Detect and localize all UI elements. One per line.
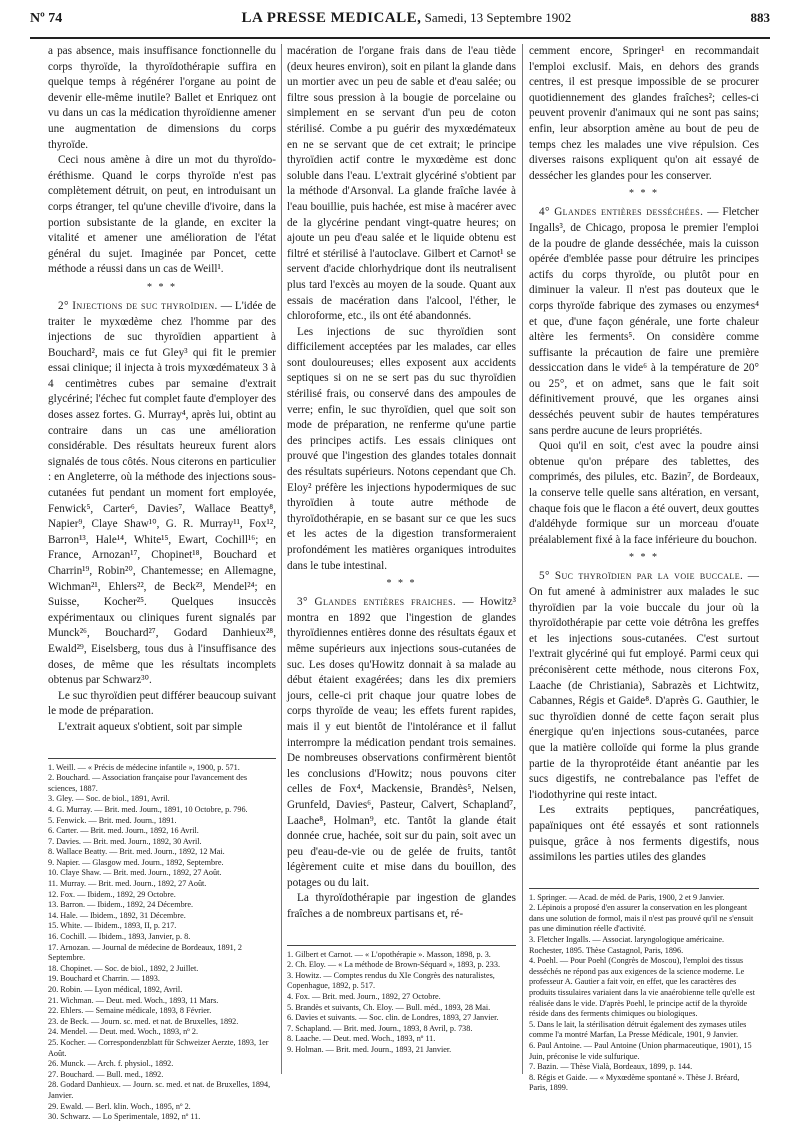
footnote: 8. Laache. — Deut. med. Woch., 1893, nº 11. — [287, 1034, 436, 1044]
paragraph: Quoi qu'il en soit, c'est avec la poudre ainsi obtenue qu'on prépare des tablettes, des comprimés, des pilules, etc. Bazin⁷, de Bordeaux, la conserve telle quelle sans altération, en versant, chaque fois que le flacon a été ouvert, deux gouttes d'aldéhyde formique sur un morceau d'ouate préalablement fixé à la face inférieure du bouchon. — [529, 440, 759, 546]
footnote: 12. Fox. — Ibidem., 1892, 29 Octobre. — [48, 889, 176, 899]
page-header — [30, 10, 770, 34]
section-paragraph — [48, 299, 276, 689]
footnote: 30. Schwarz. — Lo Sperimentale, 1892, nº 11. — [48, 1112, 201, 1122]
header-rule — [30, 37, 770, 39]
footnote: 7. Bazin. — Thèse Vialà, Bordeaux, 1899, p. 144. — [529, 1062, 693, 1072]
footnote: 23. de Beck. — Journ. sc. med. et nat. de Bruxelles, 1892. — [48, 1016, 239, 1026]
footnote: 1. Gilbert et Carnot. — « L'opothérapie ». Masson, 1898, p. 3. — [287, 949, 491, 959]
footnote: 4. Poehl. — Pour Poehl (Congrès de Moscou), l'emploi des tissus desséchés ne répond pas aux exigences de la science moderne. Le professeur A. Gautier a fait voir, en effet, que les caractères des produits tissulaires variaient dans la vie anaérobienne telle qu'elle est réalisée dans le vide. D'après Poehl, le principe actif de la thyroïde réside dans des ferments chimiques ou biologiques. — [529, 956, 755, 1019]
section-text: — On fut amené à administrer aux malades le suc thyroïdien par la voie buccale du jour où la thyroïdothérapie par cette voie détrôna les greffes et les injections sous-cutanées. C'est surtout l'extrait glycériné qui fut employé. Parmi ceux qui préconisèrent cette méthode, nous citerons Fox, Laache (de Christiania), Sabrazès et Lichtwitz, Cabannes, Régis et Gaide⁸. D'après G. Gauthier, le suc thyroïdien donné de cette façon serait plus énergique qu'en injections sous-cutanées, parce que la matière colloïde qui forme la plus grande partie de la thyroprotéide étant anéantie par les sucs digestifs, ne contrebalance pas l'effet de l'iodothyrine qui reste intact. — [529, 570, 759, 801]
footnote: 14. Hale. — Ibidem., 1892, 31 Décembre. — [48, 910, 186, 920]
footnotes — [48, 763, 276, 1123]
footnote: 11. Murray. — Brit. med. Journ., 1892, 27 Août. — [48, 879, 207, 889]
footnote-rule — [287, 945, 516, 946]
section-separator: * * * — [629, 552, 659, 564]
footnote: 13. Barron. — Ibidem., 1892, 24 Décembre. — [48, 900, 194, 910]
footnote: 2. Ch. Eloy. — « La méthode de Brown-Séquard », 1893, p. 233. — [287, 960, 500, 970]
footnote: 6. Carter. — Brit. med. Journ., 1892, 16 Avril. — [48, 826, 199, 836]
section-text: — Fletcher Ingalls³, de Chicago, proposa le premier l'emploi de la poudre de glande desséchée, mais la cuisson opérée d'emblée passe pour détruire les principes actifs du corps thyroïde, ou plutôt pour en diminuer la valeur. Il n'est pas douteux que le corps thyroïde fabrique des zymases ou enzymes⁴ et que, d'une façon générale, une forte chaleur altère les ferments⁵. On considère comme suffisante la précaution de faire une première dessiccation dans le vide⁶ à la température de 20° ou 25°, et on admet, sans que le fait soit définitivement prouvé, que les organes ainsi desséchés peuvent subir de hautes températures sans perdre aucune de leurs propriétés. — [529, 206, 759, 437]
footnotes — [529, 893, 759, 1094]
section-paragraph — [529, 205, 759, 439]
paragraph: cemment encore, Springer¹ en recommandait l'emploi exclusif. Mais, en dehors des grands centres, il est presque impossible de se procurer quotidiennement des glandes fraîches²; celles-ci peuvent provenir d'animaux qui ne sont pas sains; enfin, leur absorption amène au bout de peu de temps chez les malades une vive répulsion. Ces diverses raisons expliquent qu'on ait essayé de dessécher les glandes pour les conserver. — [529, 45, 759, 182]
section-text: — L'idée de traiter le myxœdème chez l'homme par des injections de suc thyroïdien appartient à Bouchard², mais ce fut Gley³ qui fit le premier essai clinique; il injecta à trois myxœdémateux 3 à 4 centimètres cubes par semaine d'extrait glycériné; l'échec fut complet faute d'employer des doses assez fortes. G. Murray⁴, après lui, obtint au contraire dans un cas une amélioration considérable. Des résultats heureux furent alors signalés de tous côtés. Nous citerons en particulier : en Angleterre, où la méthode des injections sous-cutanées fut pendant un moment fort employée, Fenwick⁵, Carter⁶, Davies⁷, Wallace Beatty⁸, Napier⁹, Claye Shaw¹⁰, G. R. Murray¹¹, Fox¹², Barron¹³, Hale¹⁴, White¹⁵, Ewart, Cochill¹⁶; en France, Arnozan¹⁷, Chopinet¹⁸, Bouchard et Charrin¹⁹, Robin²⁰, Chantemesse; en Allemagne, Wichman²¹, Ehlers²², de Beck²³, Mendel²⁴; en Suisse, Kocher²⁵. Quelques insuccès expérimentaux ou cliniques furent signalés par Munck²⁶, Bouchard²⁷, Godard Danhieux²⁸, Ewald²⁹, Eiselsberg, tous dus à l'insuffisance des doses, de même que les résultats incomplets obtenus par Schwarz³⁰. — [48, 299, 276, 687]
footnote: 24. Mendel. — Deut. med. Woch., 1893, nº 2. — [48, 1027, 198, 1037]
footnote: 21. Wichman. — Deut. med. Woch., 1893, 11 Mars. — [48, 995, 219, 1005]
footnote: 27. Bouchard. — Bull. med., 1892. — [48, 1069, 164, 1079]
footnote: 15. White. — Ibidem., 1893, II, p. 217. — [48, 921, 177, 931]
footnote: 5. Dans le lait, la stérilisation détruit également des zymases utiles comme l'a montré Marfan, La Presse Médicale, 1901, 9 Janvier. — [529, 1019, 747, 1040]
footnote: 5. Fenwick. — Brit. med. Journ., 1891. — [48, 815, 177, 825]
section-separator: * * * — [147, 281, 177, 293]
footnote: 7. Schapland. — Brit. med. Journ., 1893, 8 Avril, p. 738. — [287, 1023, 473, 1033]
section-heading: 5° Suc thyroïdien par la voie buccale. — [539, 570, 744, 583]
footnote: 3. Gley. — Soc. de biol., 1891, Avril. — [48, 794, 170, 804]
footnote: 9. Holman. — Brit. med. Journ., 1893, 21 Janvier. — [287, 1045, 452, 1054]
footnote: 8. Régis et Gaide. — « Myxœdème spontané ». Thèse J. Bréard, Paris, 1899. — [529, 1072, 740, 1093]
footnote: 26. Munck. — Arch. f. physiol., 1892. — [48, 1059, 174, 1069]
footnote: 6. Paul Antoine. — Paul Antoine (Union pharmaceutique, 1901), 15 Juin, préconise le vide sulfurique. — [529, 1041, 752, 1061]
section-heading: 3° Glandes entières fraiches. — [297, 596, 457, 609]
footnote: 10. Claye Shaw. — Brit. med. Journ., 1892, 27 Août. — [48, 868, 222, 878]
paragraph: Les injections de suc thyroïdien sont difficilement acceptées par les malades, car elles sont douloureuses; elles exposent aux accidents septiques si on ne se sert pas du suc thyroïdien stérilisé frais, ou conservé dans des ampoules de verre; enfin, le suc thyroïdien, quel que soit son mode de préparation, ne renferme qu'une partie des principes actifs. Les essais cliniques ont prouvé que l'ingestion des glandes totales donnait des résultats supérieurs. Notons cependant que Ch. Eloy² préfère les injections hypodermiques de suc thyroïdien à toute autre méthode de thyroïdothérapie, en se basant sur ce que les sucs et les actes de la digestion transformeraient profondément les matières organiques introduites dans le tube intestinal. — [287, 325, 516, 572]
section-text: — Howitz³ montra en 1892 que l'ingestion de glandes thyroïdiennes entières donne des résultats égaux et même supérieurs aux injections sous-cutanées de suc. Les doses qu'Howitz donnait à sa malade au début étaient exagérées; dans les dix premiers jours, celle-ci prit chaque jour quatre lobes de corps thyroïde de veau; les effets furent rapides, mais il y eut bientôt de l'intolérance et il fallut interrompre la médication pendant trois semaines. De nombreuses observations confirmèrent bientôt les conclusions d'Howitz; nous pouvons citer celles de Fox⁴, Mackensie, Brandès⁵, Nelsen, Grunfeld, Davies⁶, Pasteur, Calvert, Schapland⁷, Laache⁸, Holman⁹, etc. Tantôt la glande était donnée crue, hachée, soit sur du pain, soit avec un peu d'eau-de-vie ou de gelée de fruits, tantôt légèrement cuite et mise dans du bouillon, des potages ou du lait. — [287, 596, 516, 889]
footnote: 22. Ehlers. — Semaine médicale, 1893, 8 Février. — [48, 1006, 212, 1016]
footnote: 17. Arnozan. — Journal de médecine de Bordeaux, 1891, 2 Septembre. — [48, 942, 242, 963]
footnote: 4. G. Murray. — Brit. med. Journ., 1891, 10 Octobre, p. 796. — [48, 804, 248, 814]
paragraph: Le suc thyroïdien peut différer beaucoup suivant le mode de préparation. — [48, 689, 276, 718]
footnote: 4. Fox. — Brit. med. Journ., 1892, 27 Octobre. — [287, 992, 441, 1002]
footnote: 7. Davies. — Brit. med. Journ., 1892, 30 Avril. — [48, 836, 202, 846]
footnote: 2. Lépinois a proposé d'en assurer la conservation en les plongeant dans une solution de formol, mais il n'est pas prouvé qu'il ne s'ensuit pas une diminution réelle d'activité. — [529, 903, 754, 934]
footnote: 3. Fletcher Ingalls. — Associat. laryngologique américaine. Rochester, 1895. Thèse Castagnol, Paris, 1896. — [529, 935, 725, 955]
paragraph: Ceci nous amène à dire un mot du thyroïdo-éréthisme. Quand le corps thyroïde n'est pas complètement détruit, on peut, en introduisant un corps étranger, tel qu'une cheville d'ivoire, dans la portion subsistante de la glande, en exciter la vitalité et amener une amélioration de l'état général du sujet. Imaginée par Poncet, cette méthode a réussi dans un cas de Weill¹. — [48, 154, 276, 276]
paragraph: a pas absence, mais insuffisance fonctionnelle du corps thyroïde, la thyroïdothérapie suffira en quelque temps à régénérer l'organe au point de devenir elle-même inutile? Ballet et Enriquez ont vu dans un cas la médication thyroïdienne amener une augmentation de dimensions du corps thyroïde. — [48, 45, 276, 151]
footnote: 1. Weill. — « Précis de médecine infantile », 1900, p. 571. — [48, 762, 240, 772]
footnote: 20. Robin. — Lyon médical, 1892, Avril. — [48, 985, 183, 994]
footnotes — [287, 950, 516, 1056]
column-divider — [281, 44, 282, 1074]
paragraph: Les extraits peptiques, pancréatiques, papaïniques ont été essayés et sont rationnels puisque, grâce à nos ferments digestifs, nous assimilons les parties utiles des glandes — [529, 804, 759, 864]
footnote: 3. Howitz. — Comptes rendus du XIe Congrès des naturalistes, Copenhague, 1892, p. 517. — [287, 970, 495, 991]
footnote: 6. Davies et suivants. — Soc. clin. de Londres, 1893, 27 Janvier. — [287, 1013, 499, 1023]
footnote: 18. Chopinet. — Soc. de biol., 1892, 2 Juillet. — [48, 963, 199, 973]
footnote-rule — [48, 758, 276, 759]
column-3 — [529, 44, 759, 1093]
column-2 — [287, 44, 516, 1074]
footnote: 28. Godard Danhieux. — Journ. sc. med. et nat. de Bruxelles, 1894, Janvier. — [48, 1080, 271, 1100]
footnote: 9. Napier. — Glasgow med. Journ., 1892, Septembre. — [48, 857, 224, 867]
footnote: 16. Cochill. — Ibidem., 1893, Janvier, p. 8. — [48, 932, 191, 942]
issue-date: Samedi, 13 Septembre 1902 — [424, 10, 572, 25]
journal-title-line — [241, 10, 571, 27]
column-divider — [522, 44, 523, 1074]
footnote: 8. Wallace Beatty. — Brit. med. Journ., 1892, 12 Mai. — [48, 847, 225, 857]
footnote: 1. Springer. — Acad. de méd. de Paris, 1900, 2 et 9 Janvier. — [529, 892, 725, 902]
paragraph: macération de l'organe frais dans de l'eau tiède (deux heures environ), soit en pilant la glande dans un mortier avec un peu de sable et d'eau salée; ou filtre sous pression à la bougie de porcelaine ou simplement en se servant d'un peu de coton stérilisé. Combe a pu guérir des myxœdémateux en ne se servant que de cet extrait; le principe thyroïdien actif contre le myxœdème est donc soluble dans l'eau. L'extrait glycériné s'obtient par la méthode d'Arsonval. La glande fraîche lavée à l'eau bouillie, puis hachée, est mise à macérer avec de la glycérine pendant vingt-quatre heures; on ajoute un peu d'eau salée et le liquide obtenu est filtré et stérilisé à l'autoclave. Gilbert et Carnot¹ se servent d'acide chlorhydrique dont ils neutralisent plus tard l'excès au moyen de la soude. Quant aux essais de macération dans l'alcool, l'éther, le chloroforme, etc., ils ont été abandonnés. — [287, 45, 516, 323]
footnote: 5. Brandès et suivants, Ch. Eloy. — Bull. méd., 1893, 28 Mai. — [287, 1002, 491, 1012]
section-separator: * * * — [629, 188, 659, 200]
column-1 — [48, 44, 276, 1122]
footnote-rule — [529, 888, 759, 889]
section-heading: 2° Injections de suc thyroïdien. — [58, 299, 218, 312]
section-separator: * * * — [386, 578, 417, 590]
section-paragraph — [529, 569, 759, 803]
footnote: 19. Bouchard et Charrin. — 1893. — [48, 974, 160, 984]
issue-number: Nº 74 — [30, 11, 63, 26]
journal-title: LA PRESSE MEDICALE, — [241, 10, 422, 26]
page-number: 883 — [750, 10, 770, 25]
paragraph: L'extrait aqueux s'obtient, soit par simple — [58, 720, 243, 733]
footnote: 2. Bouchard. — Association française pour l'avancement des sciences, 1887. — [48, 773, 248, 793]
footnote: 29. Ewald. — Berl. klin. Woch., 1895, nº 2. — [48, 1101, 191, 1111]
section-paragraph — [287, 595, 516, 891]
section-heading: 4° Glandes entières desséchées. — [539, 206, 704, 219]
paragraph: La thyroïdothérapie par ingestion de glandes fraîches a de nombreux partisans et, ré- — [287, 892, 516, 921]
footnote: 25. Kocher. — Correspondenzblatt für Schweizer Aerzte, 1893, 1er Août. — [48, 1037, 269, 1058]
